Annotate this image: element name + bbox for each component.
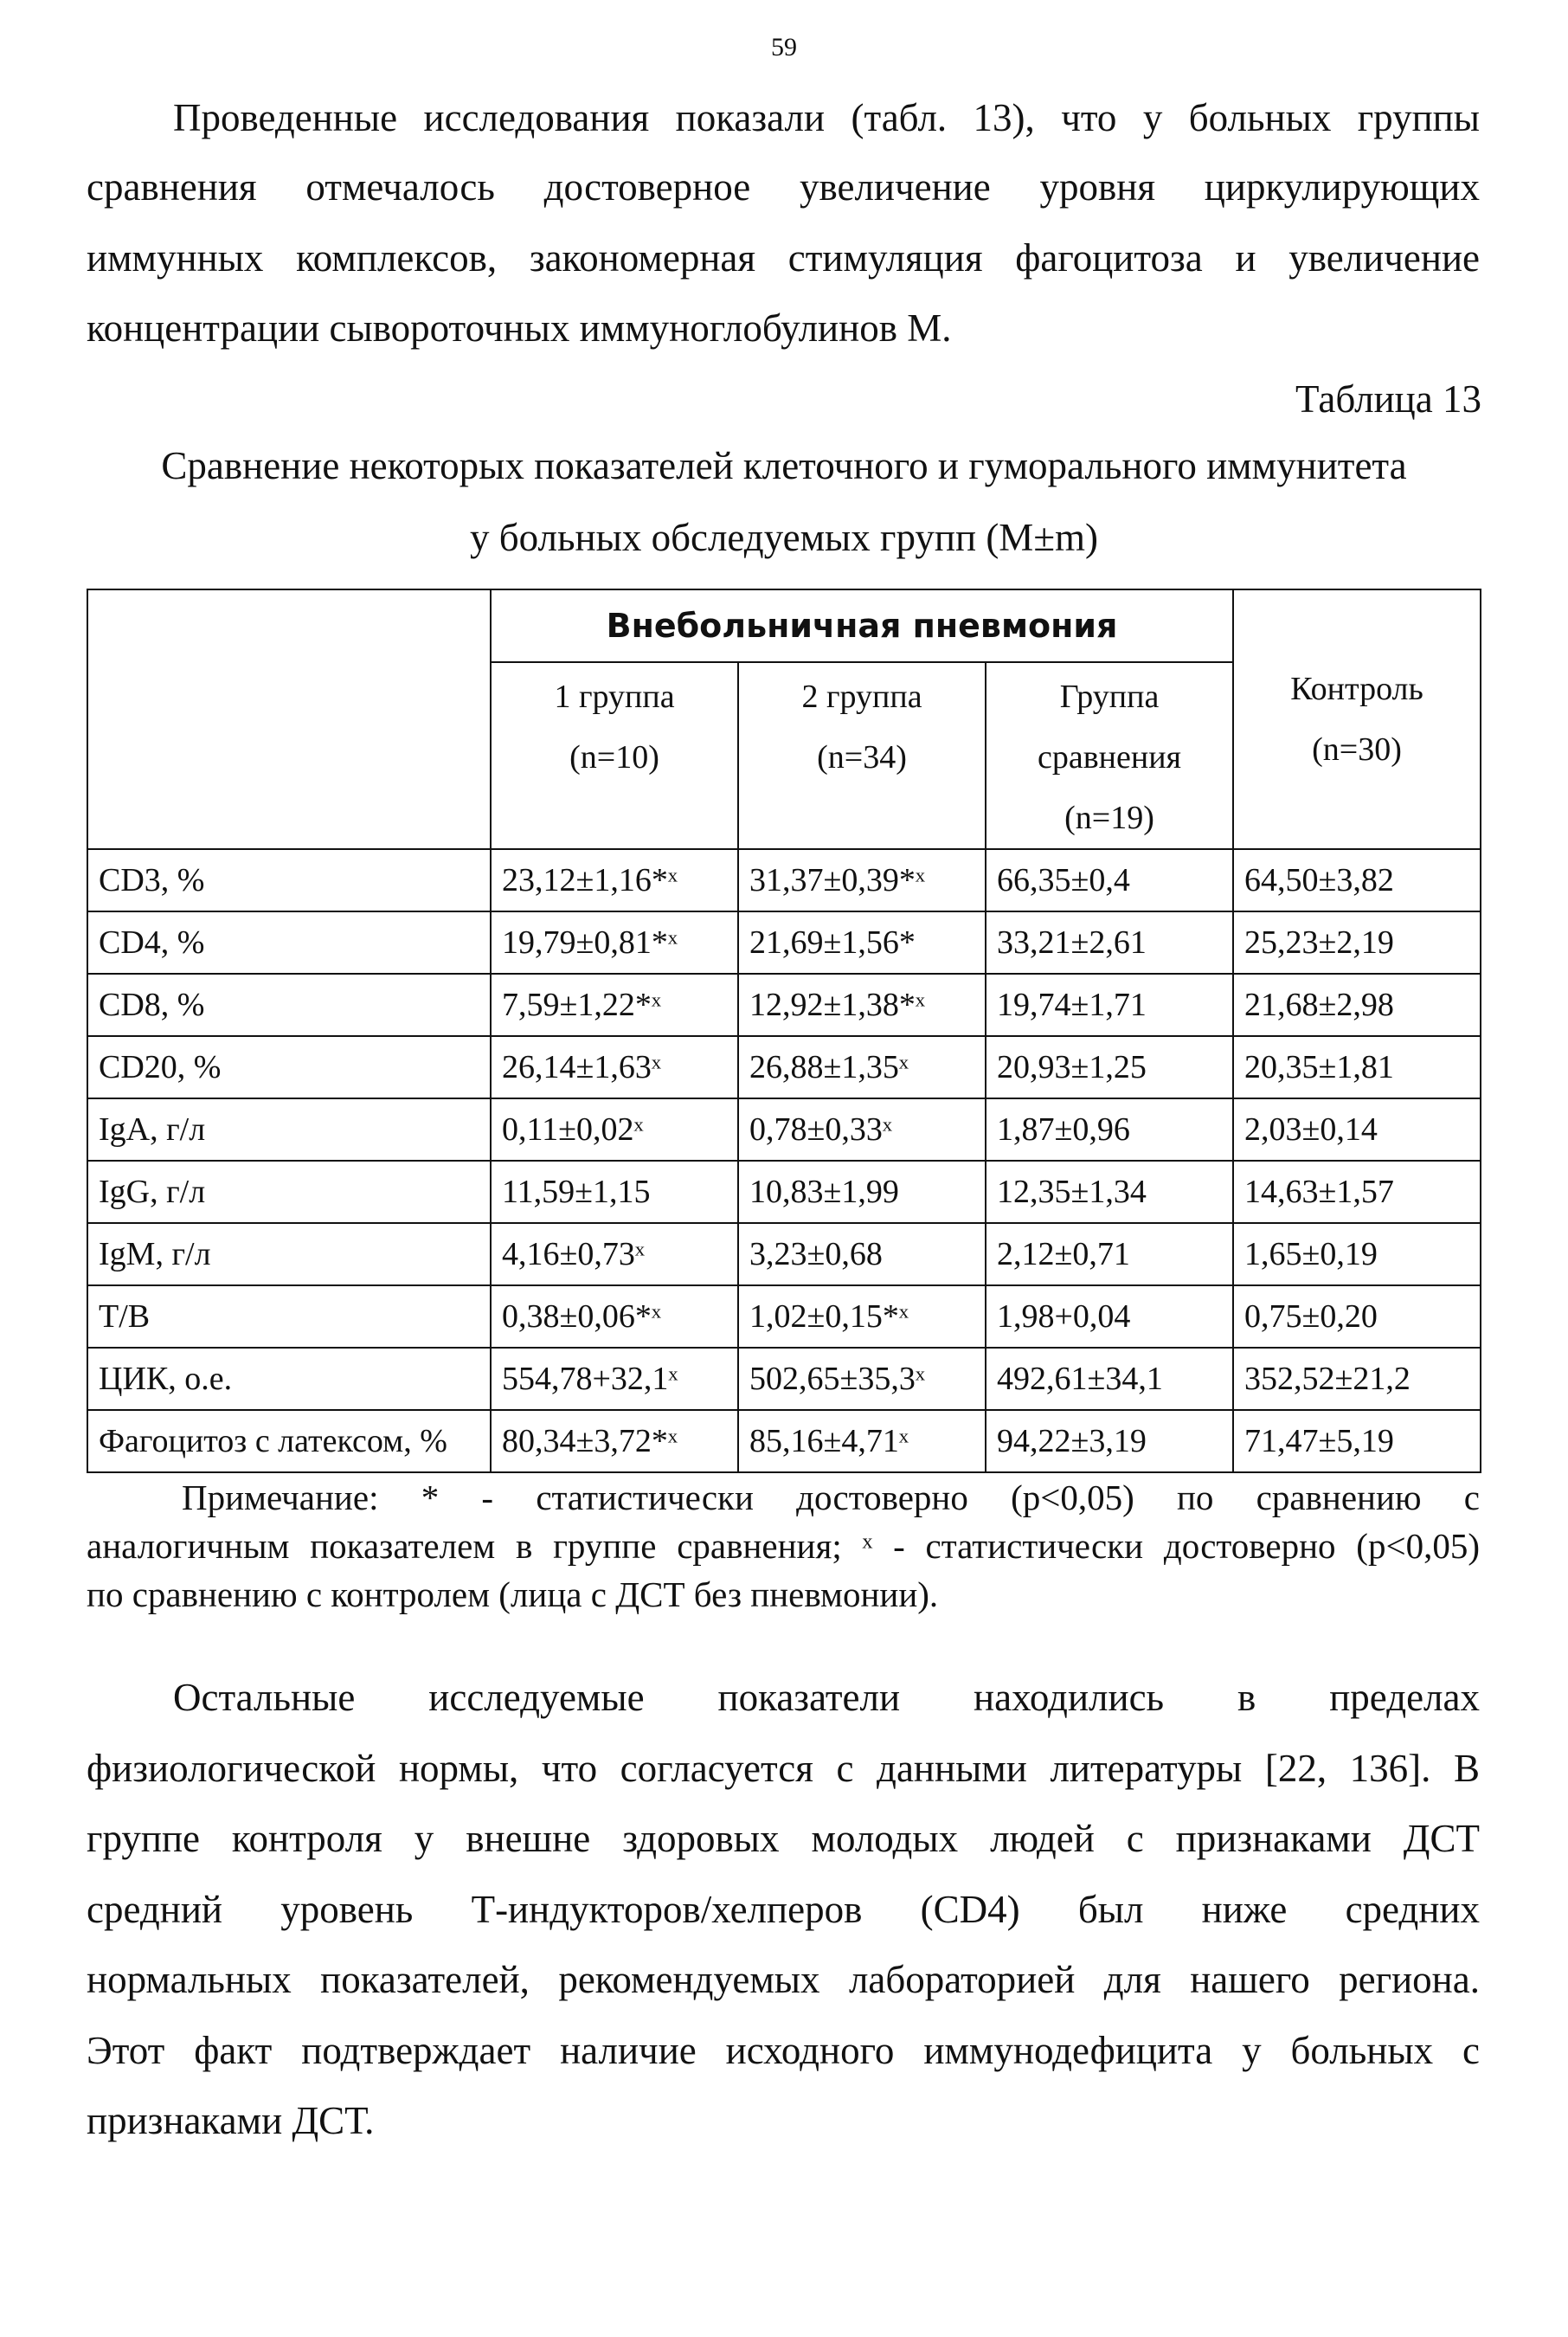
row-label: IgM, г/л — [87, 1223, 491, 1285]
table-cell: 12,35±1,34 — [986, 1161, 1233, 1223]
table-cell: 352,52±21,2 — [1233, 1348, 1481, 1410]
column-header-group2 — [738, 662, 986, 849]
table-cell: 33,21±2,61 — [986, 911, 1233, 974]
note-line: по сравнению с контролем (лица с ДСТ без пневмонии). — [87, 1574, 939, 1614]
table-cell: 26,88±1,35ˣ — [738, 1036, 986, 1098]
table-cell: 1,98+0,04 — [986, 1285, 1233, 1348]
intro-line: Проведенные исследования показали (табл. 13), что у больных группы — [173, 96, 1480, 139]
table-cell: 71,47±5,19 — [1233, 1410, 1481, 1472]
table-cell: 20,35±1,81 — [1233, 1036, 1481, 1098]
table-cell: 0,11±0,02ˣ — [491, 1098, 738, 1161]
intro-line: иммунных комплексов, закономерная стимуляция фагоцитоза и увеличение — [87, 236, 1480, 280]
table-cell: 0,75±0,20 — [1233, 1285, 1481, 1348]
table-cell: 80,34±3,72*ˣ — [491, 1410, 738, 1472]
table-cell: 12,92±1,38*ˣ — [738, 974, 986, 1036]
table-cell: 7,59±1,22*ˣ — [491, 974, 738, 1036]
table-cell: 25,23±2,19 — [1233, 911, 1481, 974]
table-cell: 0,78±0,33ˣ — [738, 1098, 986, 1161]
note-line: аналогичным показателем в группе сравнения; ˣ - статистически достоверно (p<0,05) — [87, 1526, 1480, 1566]
table-cell: 502,65±35,3ˣ — [738, 1348, 986, 1410]
data-table — [87, 589, 1481, 1473]
row-label: CD3, % — [87, 849, 491, 911]
column-header-line: 2 группа — [801, 679, 922, 715]
table-cell: 3,23±0,68 — [738, 1223, 986, 1285]
table-cell: 26,14±1,63ˣ — [491, 1036, 738, 1098]
table-cell: 85,16±4,71ˣ — [738, 1410, 986, 1472]
table-cell: 1,87±0,96 — [986, 1098, 1233, 1161]
row-label: CD4, % — [87, 911, 491, 974]
column-header-line: (n=19) — [1064, 800, 1154, 836]
table-label: Таблица 13 — [1295, 377, 1481, 421]
row-label: T/B — [87, 1285, 491, 1348]
table-cell: 14,63±1,57 — [1233, 1161, 1481, 1223]
intro-line: концентрации сывороточных иммуноглобулинов М. — [87, 306, 952, 350]
table-row — [87, 1410, 1481, 1472]
control-header-line1: Контроль — [1290, 671, 1423, 707]
note-line: Примечание: * - статистически достоверно (p<0,05) по сравнению с — [182, 1478, 1480, 1517]
row-label: CD8, % — [87, 974, 491, 1036]
closing-line: группе контроля у внешне здоровых молодых людей с признаками ДСТ — [87, 1817, 1480, 1860]
table-cell: 1,02±0,15*ˣ — [738, 1285, 986, 1348]
table-cell: 1,65±0,19 — [1233, 1223, 1481, 1285]
table-cell: 19,74±1,71 — [986, 974, 1233, 1036]
table-row — [87, 1348, 1481, 1410]
column-header-line: сравнения — [1038, 739, 1182, 776]
column-header-comparison — [986, 662, 1233, 849]
column-header-line: 1 группа — [554, 679, 675, 715]
closing-line: средний уровень Т-индукторов/хелперов (CD4) был ниже средних — [87, 1888, 1480, 1931]
table-cell: 21,69±1,56* — [738, 911, 986, 974]
caption-line: у больных обследуемых групп (M±m) — [470, 516, 1098, 559]
control-header-line2: (n=30) — [1312, 731, 1402, 768]
table-cell: 31,37±0,39*ˣ — [738, 849, 986, 911]
closing-line: нормальных показателей, рекомендуемых лабораторией для нашего региона. — [87, 1958, 1480, 2001]
closing-line: признаками ДСТ. — [87, 2099, 375, 2142]
table-cell: 2,03±0,14 — [1233, 1098, 1481, 1161]
table-row — [87, 1098, 1481, 1161]
column-header-line: (n=10) — [569, 739, 659, 776]
intro-line: сравнения отмечалось достоверное увеличение уровня циркулирующих — [87, 165, 1480, 209]
table-row — [87, 1161, 1481, 1223]
table-row — [87, 1285, 1481, 1348]
table-cell: 11,59±1,15 — [491, 1161, 738, 1223]
table-row — [87, 974, 1481, 1036]
empty-header-cell — [87, 589, 491, 849]
closing-line: Этот факт подтверждает наличие исходного иммунодефицита у больных с — [87, 2029, 1480, 2072]
group-header: Внебольничная пневмония — [491, 589, 1233, 662]
table-row — [87, 1036, 1481, 1098]
column-header-line: Группа — [1059, 679, 1160, 715]
table-row — [87, 849, 1481, 911]
table-cell: 66,35±0,4 — [986, 849, 1233, 911]
table-cell: 64,50±3,82 — [1233, 849, 1481, 911]
table-body — [87, 849, 1481, 1472]
table-cell: 19,79±0,81*ˣ — [491, 911, 738, 974]
table-cell: 4,16±0,73ˣ — [491, 1223, 738, 1285]
row-label: ЦИК, о.е. — [87, 1348, 491, 1410]
caption-line: Сравнение некоторых показателей клеточного и гуморального иммунитета — [161, 444, 1407, 487]
closing-line: физиологической нормы, что согласуется с данными литературы [22, 136]. В — [87, 1747, 1480, 1790]
table-cell: 492,61±34,1 — [986, 1348, 1233, 1410]
table-cell: 94,22±3,19 — [986, 1410, 1233, 1472]
row-label: IgG, г/л — [87, 1161, 491, 1223]
table-cell: 554,78+32,1ˣ — [491, 1348, 738, 1410]
closing-line: Остальные исследуемые показатели находились в пределах — [173, 1676, 1480, 1719]
row-label: CD20, % — [87, 1036, 491, 1098]
page-number: 59 — [771, 33, 797, 61]
table-cell: 23,12±1,16*ˣ — [491, 849, 738, 911]
table-cell: 21,68±2,98 — [1233, 974, 1481, 1036]
column-header-line: (n=34) — [817, 739, 907, 776]
control-header — [1233, 589, 1481, 849]
row-label: Фагоцитоз с латексом, % — [87, 1410, 491, 1472]
table-cell: 10,83±1,99 — [738, 1161, 986, 1223]
row-label: IgA, г/л — [87, 1098, 491, 1161]
table-row — [87, 1223, 1481, 1285]
table-cell: 2,12±0,71 — [986, 1223, 1233, 1285]
table-note — [87, 1473, 1480, 1619]
column-header-group1 — [491, 662, 738, 849]
table-cell: 0,38±0,06*ˣ — [491, 1285, 738, 1348]
table-row — [87, 911, 1481, 974]
table-cell: 20,93±1,25 — [986, 1036, 1233, 1098]
